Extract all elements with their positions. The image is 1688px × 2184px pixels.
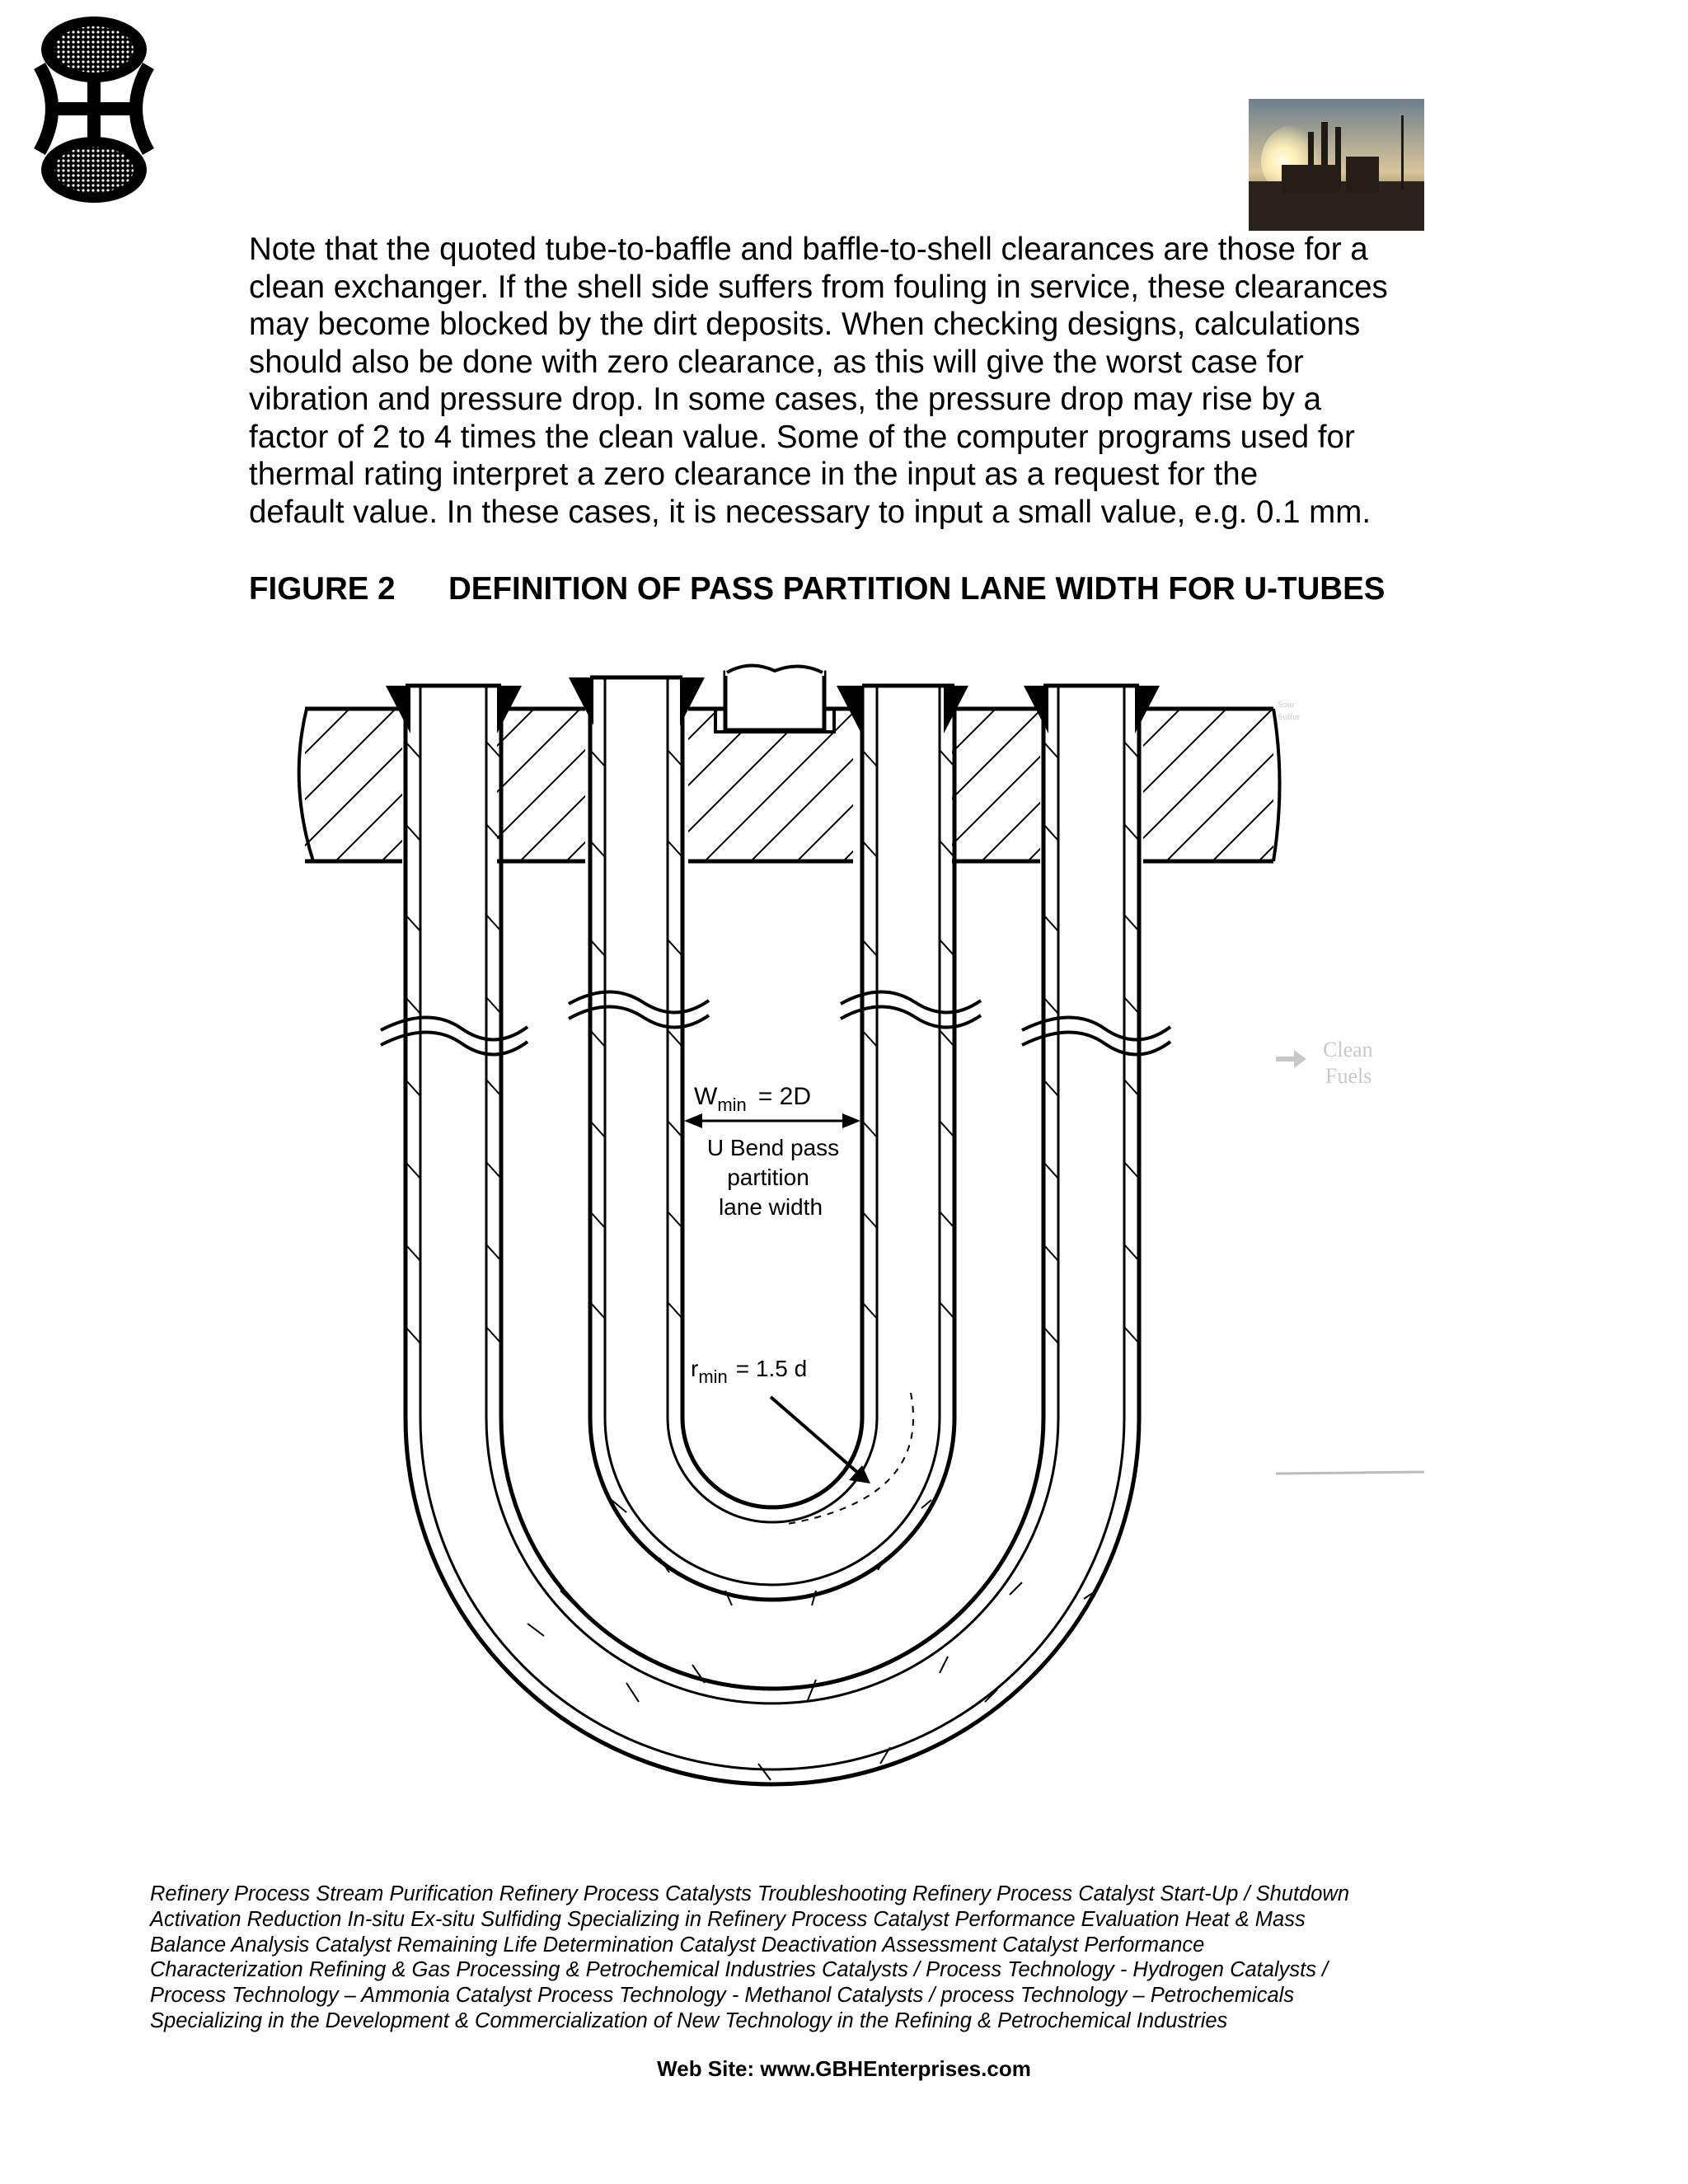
figure-number: FIGURE 2 — [249, 571, 396, 607]
footer-services — [150, 1882, 1469, 2034]
lane-width-text: U Bend pass — [706, 1135, 840, 1160]
footer-line: Activation Reduction In-situ Ex-situ Sulfiding Specializing in Refinery Process Catalyst Performance Evaluation Heat & Mass — [150, 1907, 1306, 1931]
body-line: vibration and pressure drop. In some cases, the pressure drop may rise by a — [249, 382, 1322, 417]
refinery-photo — [1249, 99, 1424, 231]
watermark — [1276, 700, 1424, 1474]
lane-width-text: lane width — [718, 1194, 823, 1220]
svg-text:Clean: Clean — [1323, 1038, 1373, 1062]
body-line: factor of 2 to 4 times the clean value. Some of the computer programs used for — [249, 419, 1355, 455]
figure-caption — [249, 571, 1385, 607]
website-link[interactable]: Web Site: www.GBHEnterprises.com — [657, 2056, 1031, 2081]
lane-width-text: partition — [727, 1165, 809, 1190]
figure-title: DEFINITION OF PASS PARTITION LANE WIDTH FOR U-TUBES — [448, 571, 1386, 607]
u-tube-diagram — [0, 643, 1688, 1797]
bend-radius-dimension — [691, 1356, 913, 1525]
svg-text:Sour: Sour — [1278, 700, 1295, 710]
lane-width-dimension — [684, 1083, 860, 1220]
svg-text:Sulfur: Sulfur — [1278, 712, 1301, 722]
r-min-label: $r_{min} = 1.5$ d — [691, 1356, 808, 1387]
footer-line: Balance Analysis Catalyst Remaining Life Determination Catalyst Deactivation Assessment Catalyst Performance — [150, 1933, 1205, 1957]
footer-line: Refinery Process Stream Purification Refinery Process Catalysts Troubleshooting Refinery Process Catalyst Start-Up / Shutdown — [150, 1882, 1350, 1905]
body-line: Note that the quoted tube-to-baffle and baffle-to-shell clearances are those for a — [249, 232, 1368, 267]
body-line: clean exchanger. If the shell side suffers from fouling in service, these clearances — [249, 269, 1388, 305]
svg-text:Fuels: Fuels — [1325, 1064, 1372, 1088]
body-paragraph — [249, 231, 1461, 531]
company-logo — [31, 15, 157, 204]
w-min-label: $W_{min} = 2D$ — [694, 1083, 811, 1115]
body-line: should also be done with zero clearance, as this will give the worst case for — [249, 344, 1304, 380]
body-line: may become blocked by the dirt deposits. When checking designs, calculations — [249, 307, 1361, 342]
footer-line: Specializing in the Development & Commercialization of New Technology in the Refining & Petrochemical Industries — [150, 2008, 1228, 2032]
footer-line: Characterization Refining & Gas Processing & Petrochemical Industries Catalysts / Process Technology - Hydrogen Catalysts / — [150, 1958, 1329, 1982]
body-line: thermal rating interpret a zero clearance in the input as a request for the — [249, 457, 1259, 492]
body-line: default value. In these cases, it is necessary to input a small value, e.g. 0.1 mm. — [249, 494, 1372, 530]
footer-line: Process Technology – Ammonia Catalyst Process Technology - Methanol Catalysts / process Technology – Petrochemicals — [150, 1984, 1295, 2008]
